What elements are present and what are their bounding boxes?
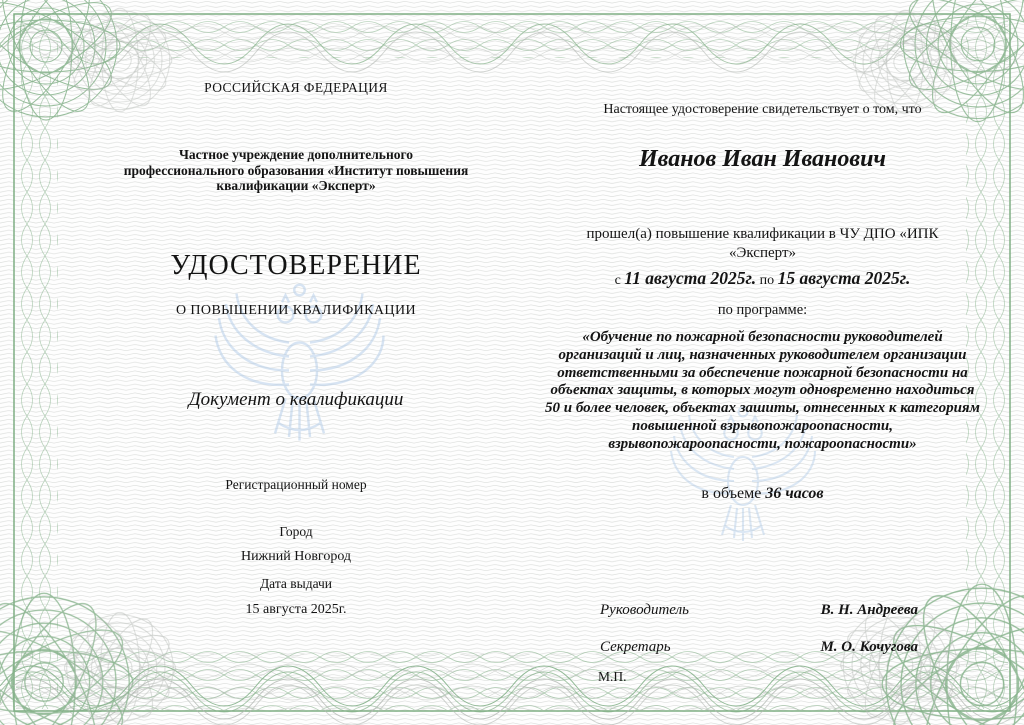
training-period [545, 268, 980, 289]
institution-line: профессионального образования «Институт повышения [123, 162, 469, 178]
signature-row-head [600, 602, 918, 619]
institution-line: квалификации «Эксперт» [216, 178, 376, 194]
city-value: Нижний Новгород [240, 549, 352, 564]
city-label: Город [279, 524, 313, 539]
signature-name: М. О. Кочугова [820, 639, 918, 655]
recipient-name: Иванов Иван Иванович [638, 146, 887, 172]
completed-text: прошел(а) повышение квалификации в ЧУ ДПО «ИПК «Эксперт» [586, 226, 939, 261]
issue-date-label: Дата выдачи [259, 576, 333, 591]
signature-role: Секретарь [600, 639, 671, 655]
document-type: Документ о квалификации [188, 389, 404, 410]
volume-line [545, 485, 980, 503]
period-prefix: с [614, 273, 621, 288]
program-title: «Обучение по пожарной безопасности руководителей организаций и лиц, назначенных руководителем организации ответственными за обеспечение пожарной безопасности на объектах защиты, в которых могут одновременно находиться 50 и более человек, объектах зашиты, отнесенных к категориям повышенной взрывопожароопасности, взрывопожароопасности, пожароопасности» [545, 329, 980, 452]
period-start-date: 11 августа 2025г. [624, 268, 757, 288]
certificate-title: УДОСТОВЕРЕНИЕ [170, 250, 422, 281]
country-header: РОССИЙСКАЯ ФЕДЕРАЦИЯ [204, 80, 388, 95]
stamp-place-label: М.П. [598, 669, 627, 684]
registration-number-label: Регистрационный номер [225, 477, 367, 492]
program-label: по программе: [717, 302, 808, 318]
signature-role: Руководитель [600, 602, 689, 618]
institution-line: Частное учреждение дополнительного [178, 147, 414, 162]
signature-row-secretary [600, 639, 918, 656]
period-end-date: 15 августа 2025г. [777, 268, 911, 288]
signature-name: В. Н. Андреева [820, 602, 918, 618]
issue-date-value: 15 августа 2025г. [245, 602, 347, 617]
institution-name [72, 147, 520, 194]
volume-hours: 36 часов [765, 485, 824, 502]
statement-line: Настоящее удостоверение свидетельствует о том, что [603, 102, 922, 117]
certificate-subtitle: О ПОВЫШЕНИИ КВАЛИФИКАЦИИ [176, 303, 416, 318]
volume-prefix: в объеме [701, 485, 762, 502]
period-conjunction: по [759, 273, 775, 288]
